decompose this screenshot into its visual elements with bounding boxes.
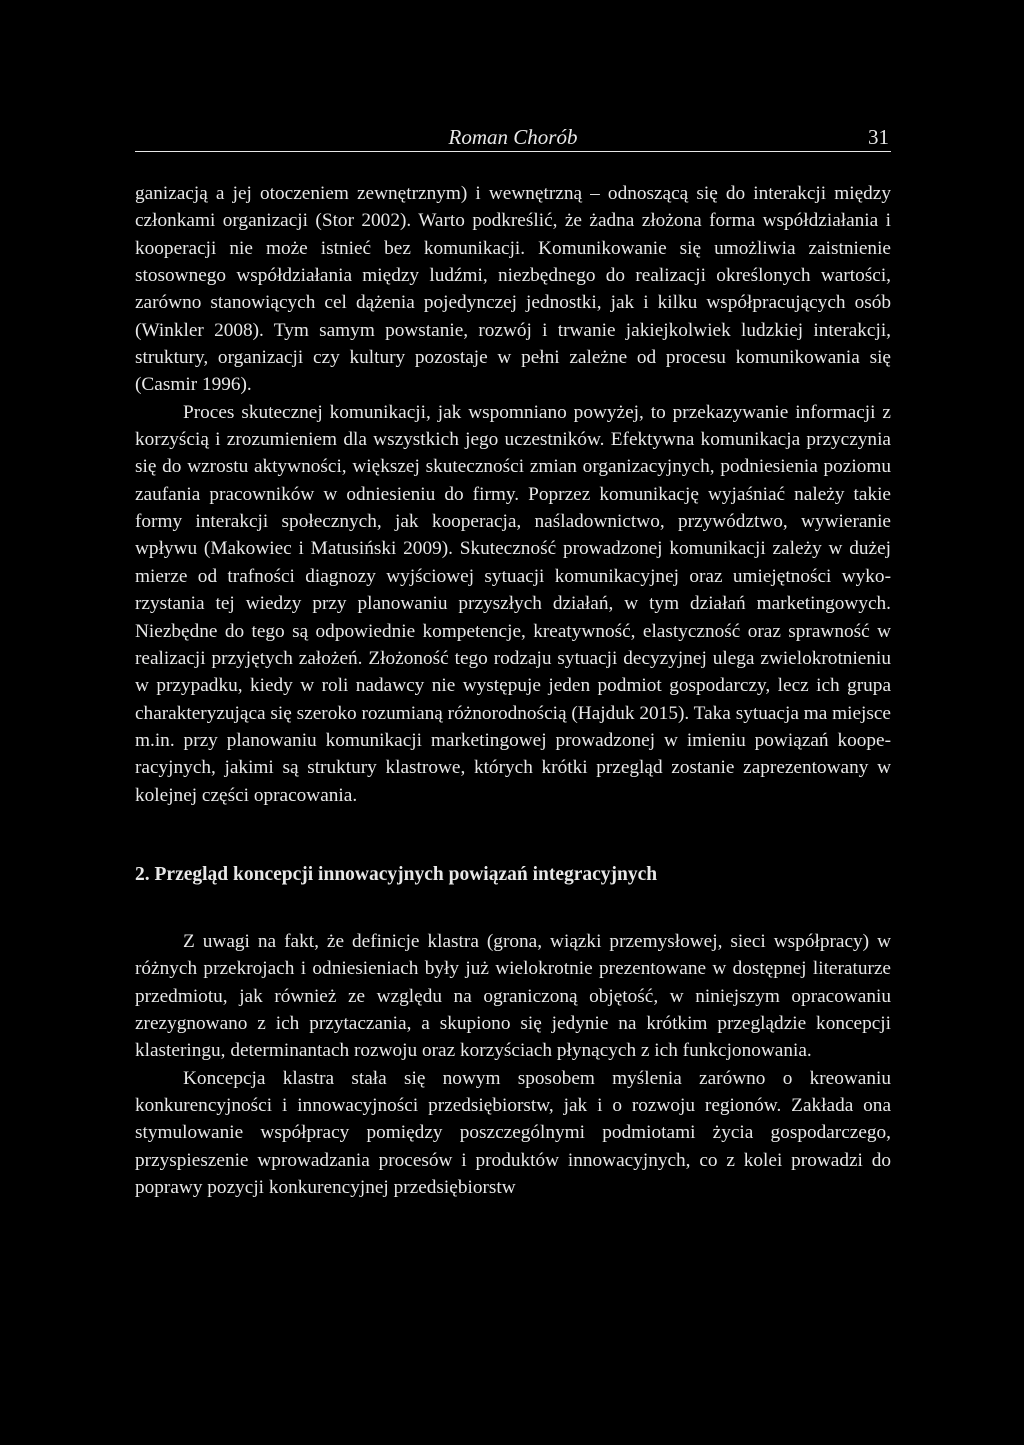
section-body [135,928,891,1201]
body-text [135,180,891,1201]
paragraph-continuation: ganizacją a jej otoczeniem zewnętrznym) i wewnętrzną – odnoszącą się do interakcji między członkami organizacji (Stor 2002). Warto podkreślić, że żadna złożona forma współdziałania i kooperacji nie może istnieć bez komunikacji. Komunikowanie się umożliwia zaistnienie stosownego współdziałania między ludźmi, niezbędnego do realizacji określonych wartości, zarówno stanowiących cel dążenia pojedynczej jednostki, jak i kilku współpracujących osób (Winkler 2008). Tym samym powstanie, rozwój i trwanie jakiejkolwiek ludzkiej interakcji, struktury, organizacji czy kultury pozostaje w pełni zależne od procesu komunikowania się (Casmir 1996). [135,183,891,396]
paragraph: Z uwagi na fakt, że definicje klastra (grona, wiązki przemysłowej, sieci współpracy) w różnych przekrojach i odniesieniach były już wielokrotnie prezentowane w dostępnej literaturze przedmiotu, jak również ze względu na ograniczoną objętość, w niniejszym opracowaniu zrezygnowano z ich przytaczania, a skupiono się jedynie na krótkim przeglądzie koncepcji klasteringu, determinantach rozwoju oraz korzyściach płynących z ich funkcjonowania. [135,930,891,1062]
paragraph: Proces skutecznej komunikacji, jak wspomniano powyżej, to przekazywanie informacji z korzyścią i zrozumieniem dla wszystkich jego uczestników. Efektywna komunikacja przyczynia się do wzrostu aktywności, większej skuteczności zmian organizacyjnych, podniesienia poziomu zaufania pracowników w odniesieniu do firmy. Poprzez komunikację wyjaśniać należy takie formy interakcji społecznych, jak kooperacja, naśladownictwo, przywództwo, wywieranie wpływu (Makowiec i Matusiński 2009). Skuteczność prowadzonej komunikacji zależy w dużej mierze od trafności diagnozy wyjściowej sytuacji komunikacyjnej oraz umiejętności wykorzystania tej wiedzy przy planowaniu przyszłych działań, w tym działań marketingowych. Niezbędne do tego są odpowiednie kompetencje, kreatywność, elastyczność oraz sprawność w realizacji przyjętych założeń. Złożoność tego rodzaju sytuacji decyzyjnej ulega zwielokrotnieniu w przypadku, kiedy w roli nadawcy nie występuje jeden podmiot gospodarczy, lecz ich grupa charakteryzująca się szeroko rozumianą różnorodnością (Hajduk 2015). Taka sytuacja ma miejsce m.in. przy planowaniu komunikacji marketingowej prowadzonej w imieniu powiązań kooperacyjnych, jakimi są struktury klastrowe, których krótki przegląd zostanie zaprezentowany w kolejnej części opracowania. [135,401,891,806]
running-header [135,120,891,152]
running-header-author: Roman Chorób [448,125,578,149]
paragraph: Koncepcja klastra stała się nowym sposobem myślenia zarówno o kreowaniu konkurencyjności i innowacyjności przedsiębiorstw, jak i o rozwoju regionów. Zakłada ona stymulowanie współpracy pomiędzy poszczególnymi podmiotami życia gospodarczego, przyspieszenie wprowadzania procesów i produktów innowacyjnych, co z kolei prowadzi do poprawy pozycji konkurencyjnej przedsiębiorstw [135,1067,891,1198]
page-number: 31 [868,125,889,149]
section-heading: 2. Przegląd koncepcji innowacyjnych powiązań integracyjnych [135,863,658,885]
